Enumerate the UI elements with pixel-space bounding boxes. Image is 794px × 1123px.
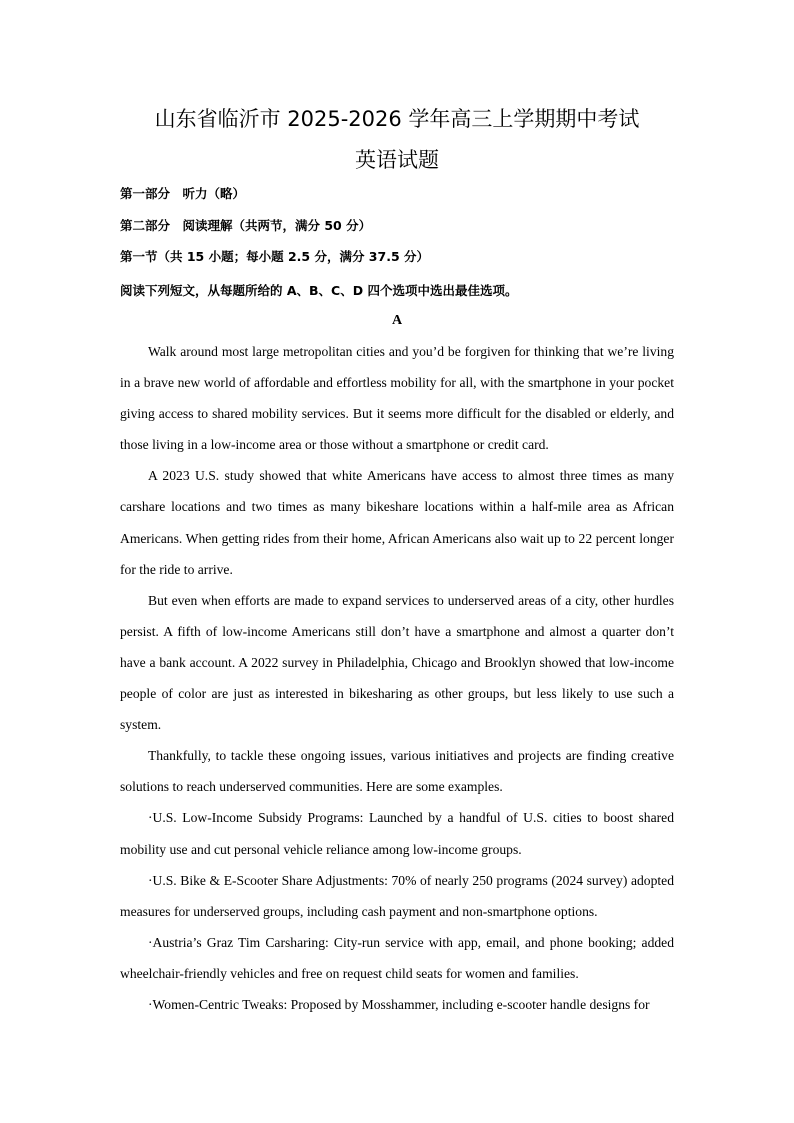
passage-label: A [391, 313, 403, 328]
list-item: ·U.S. Low-Income Subsidy Programs: Launched by a handful of U.S. cities to boost shared mobility use and cut personal vehicle reliance among low-income groups. [120, 810, 674, 857]
reading-instruction: 阅读下列短文，从每题所给的 A、B、C、D 四个选项中选出最佳选项。 [120, 283, 518, 298]
exam-subject-title: 英语试题 [355, 148, 439, 172]
list-item: ·U.S. Bike & E-Scooter Share Adjustments: 70% of nearly 250 programs (2024 survey) adopted measures for underserved groups, including cash payment and non-smartphone options. [120, 872, 674, 919]
passage-body [120, 336, 674, 1020]
paragraph: Thankfully, to tackle these ongoing issues, various initiatives and projects are finding creative solutions to reach underserved communities. Here are some examples. [120, 748, 674, 795]
paragraph: A 2023 U.S. study showed that white Americans have access to almost three times as many carshare locations and two times as many bikeshare locations within a half-mile area as African Americans. When getting rides from their home, African Americans also wait up to 22 percent longer for the ride to arrive. [120, 468, 674, 577]
list-item: ·Austria’s Graz Tim Carsharing: City-run service with app, email, and phone booking; added wheelchair-friendly vehicles and free on request child seats for women and families. [120, 934, 674, 981]
exam-title: 山东省临沂市 2025-2026 学年高三上学期期中考试 [154, 107, 640, 131]
part-two-heading: 第二部分 阅读理解（共两节，满分 50 分） [120, 218, 372, 233]
paragraph: Walk around most large metropolitan cities and you’d be forgiven for thinking that we’re living in a brave new world of affordable and effortless mobility for all, with the smartphone in your pocket giving access to shared mobility services. But it seems more difficult for the disabled or elderly, and those living in a low-income area or those without a smartphone or credit card. [120, 344, 674, 453]
list-item: ·Women-Centric Tweaks: Proposed by Mosshammer, including e-scooter handle designs for [148, 996, 650, 1012]
part-one-heading: 第一部分 听力（略） [120, 186, 246, 201]
section-one-heading: 第一节（共 15 小题；每小题 2.5 分，满分 37.5 分） [120, 249, 429, 264]
paragraph: But even when efforts are made to expand services to underserved areas of a city, other hurdles persist. A fifth of low-income Americans still don’t have a smartphone and almost a quarter don’t have a bank account. A 2022 survey in Philadelphia, Chicago and Brooklyn showed that low-income people of color are just as interested in bikesharing as other groups, but less likely to use such a system. [120, 592, 674, 733]
